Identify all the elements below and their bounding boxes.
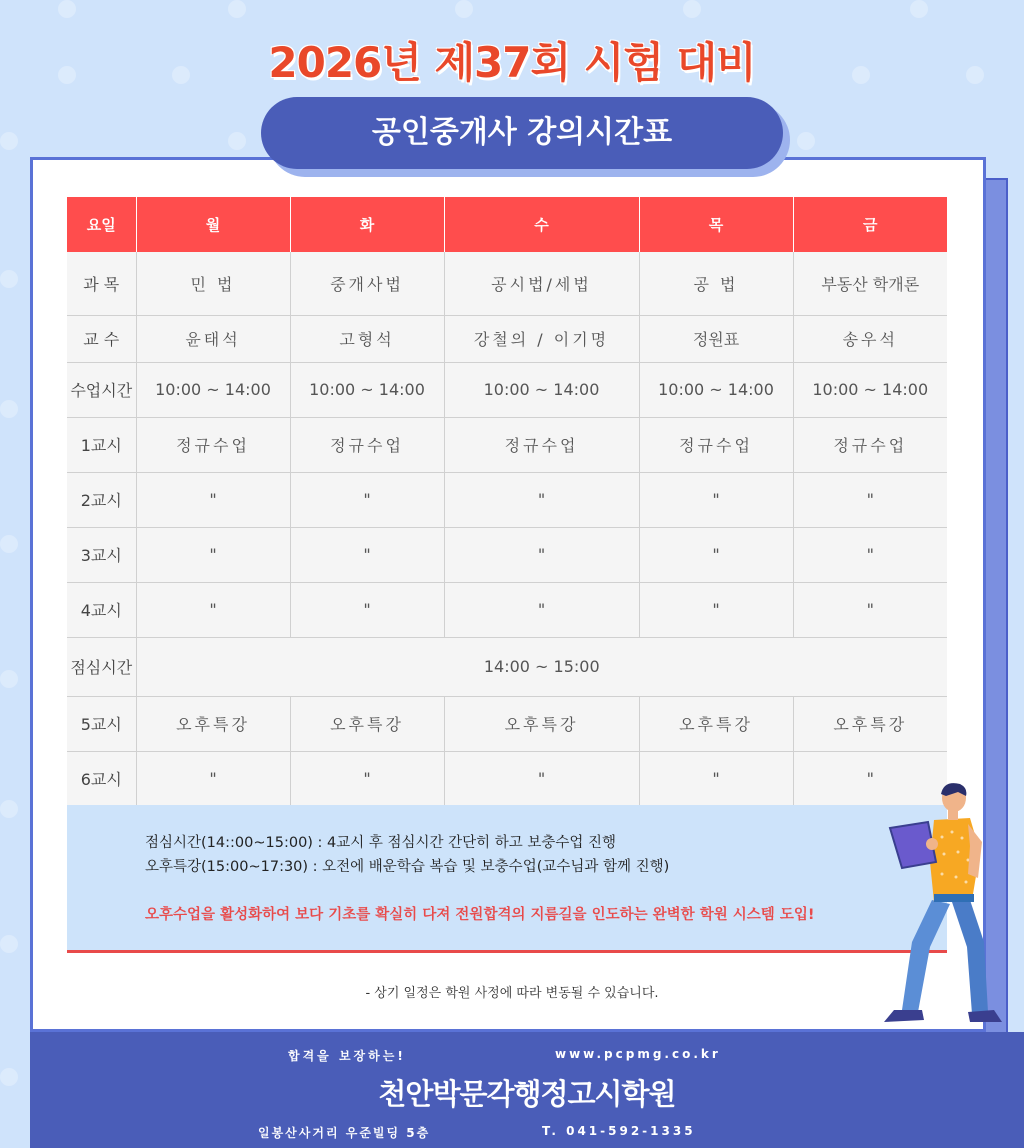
background-dot (0, 400, 18, 418)
table-cell: 부동산 학개론 (793, 252, 947, 315)
row-label: 1교시 (67, 417, 136, 472)
table-cell: 공 법 (639, 252, 793, 315)
note-highlight: 오후수업을 활성화하여 보다 기초를 확실히 다져 전원합격의 지름길을 인도하는 완벽한 학원 시스템 도입! (145, 907, 815, 923)
table-cell: " (444, 751, 639, 806)
table-cell: 오후특강 (639, 696, 793, 751)
table-cell: 정규수업 (444, 417, 639, 472)
row-label: 3교시 (67, 527, 136, 582)
academy-name: 천안박문각행정고시학원 (378, 1077, 676, 1111)
table-row-lunch (67, 637, 947, 696)
footer (30, 1032, 1024, 1148)
table-cell: 10:00 ~ 14:00 (444, 362, 639, 417)
table-row-subject (67, 252, 947, 315)
table-row-period-1 (67, 417, 947, 472)
notes-box (67, 805, 947, 953)
footer-website: www.pcpmg.co.kr (555, 1047, 721, 1061)
table-cell: " (444, 582, 639, 637)
header-cell-thu: 목 (639, 197, 793, 252)
table-cell: 송우석 (793, 315, 947, 362)
row-label: 5교시 (67, 696, 136, 751)
table-cell: " (290, 527, 444, 582)
header-cell-mon: 월 (136, 197, 290, 252)
table-cell: 10:00 ~ 14:00 (136, 362, 290, 417)
background-dot (58, 0, 76, 18)
table-cell: 정규수업 (290, 417, 444, 472)
table-cell: 오후특강 (444, 696, 639, 751)
row-label: 과 목 (67, 252, 136, 315)
background-dot (228, 132, 246, 150)
background-dot (455, 0, 473, 18)
table-cell: 공시법/세법 (444, 252, 639, 315)
background-dot (0, 132, 18, 150)
table-row-period-6 (67, 751, 947, 806)
background-dot (797, 132, 815, 150)
background-dot (0, 935, 18, 953)
table-cell: 10:00 ~ 14:00 (639, 362, 793, 417)
table-cell: " (639, 751, 793, 806)
background-dot (910, 0, 928, 18)
table-cell: " (136, 472, 290, 527)
table-cell: 10:00 ~ 14:00 (793, 362, 947, 417)
table-cell: " (290, 582, 444, 637)
table-cell: 오후특강 (793, 696, 947, 751)
header-cell-day: 요일 (67, 197, 136, 252)
lunch-time-cell: 14:00 ~ 15:00 (136, 637, 947, 696)
background-dot (683, 0, 701, 18)
background-dot (0, 1068, 18, 1086)
header-cell-wed: 수 (444, 197, 639, 252)
table-cell: 정원표 (639, 315, 793, 362)
table-cell: 중개사법 (290, 252, 444, 315)
table-cell: 오후특강 (290, 696, 444, 751)
table-cell: " (793, 472, 947, 527)
row-label: 2교시 (67, 472, 136, 527)
background-dot (0, 670, 18, 688)
table-cell: 민 법 (136, 252, 290, 315)
table-cell: 정규수업 (136, 417, 290, 472)
table-cell: 윤태석 (136, 315, 290, 362)
background-dot (228, 0, 246, 18)
header-cell-tue: 화 (290, 197, 444, 252)
footer-tagline: 합격을 보장하는! (288, 1049, 406, 1063)
table-cell: " (290, 751, 444, 806)
table-cell: " (639, 582, 793, 637)
table-cell: " (793, 751, 947, 806)
table-cell: 고형석 (290, 315, 444, 362)
table-cell: " (639, 472, 793, 527)
disclaimer: - 상기 일정은 학원 사정에 따라 변동될 수 있습니다. (365, 986, 659, 1001)
table-cell: " (290, 472, 444, 527)
table-cell: 정규수업 (639, 417, 793, 472)
table-row-period-4 (67, 582, 947, 637)
table-cell: " (639, 527, 793, 582)
background-dot (0, 800, 18, 818)
table-row-period-5 (67, 696, 947, 751)
schedule-table (67, 197, 947, 807)
table-cell: " (136, 751, 290, 806)
note-lunch: 점심시간(14::00~15:00) : 4교시 후 점심시간 간단히 하고 보충수업 진행 (145, 835, 617, 851)
table-cell: " (444, 527, 639, 582)
row-label: 4교시 (67, 582, 136, 637)
table-row-period-3 (67, 527, 947, 582)
footer-phone: T. 041-592-1335 (542, 1124, 696, 1138)
row-label: 교 수 (67, 315, 136, 362)
table-cell: 오후특강 (136, 696, 290, 751)
footer-address: 일봉산사거리 우준빌딩 5층 (258, 1126, 431, 1140)
table-cell: 정규수업 (793, 417, 947, 472)
background-dot (0, 535, 18, 553)
subtitle-pill: 공인중개사 강의시간표 (261, 97, 783, 169)
table-cell: 10:00 ~ 14:00 (290, 362, 444, 417)
table-cell: " (444, 472, 639, 527)
table-row-professor (67, 315, 947, 362)
table-cell: " (136, 527, 290, 582)
table-cell: " (793, 582, 947, 637)
table-cell: 강철의 / 이기명 (444, 315, 639, 362)
header-cell-fri: 금 (793, 197, 947, 252)
page-title: 2026년 제37회 시험 대비 (268, 38, 756, 87)
row-label: 점심시간 (67, 637, 136, 696)
note-afternoon: 오후특강(15:00~17:30) : 오전에 배운학습 복습 및 보충수업(교수님과 함께 진행) (145, 859, 670, 875)
table-cell: " (793, 527, 947, 582)
person-illustration (872, 782, 1022, 1037)
row-label: 수업시간 (67, 362, 136, 417)
table-row-class-time (67, 362, 947, 417)
table-row-period-2 (67, 472, 947, 527)
table-cell: " (136, 582, 290, 637)
row-label: 6교시 (67, 751, 136, 806)
table-header-row (67, 197, 947, 252)
background-dot (0, 270, 18, 288)
